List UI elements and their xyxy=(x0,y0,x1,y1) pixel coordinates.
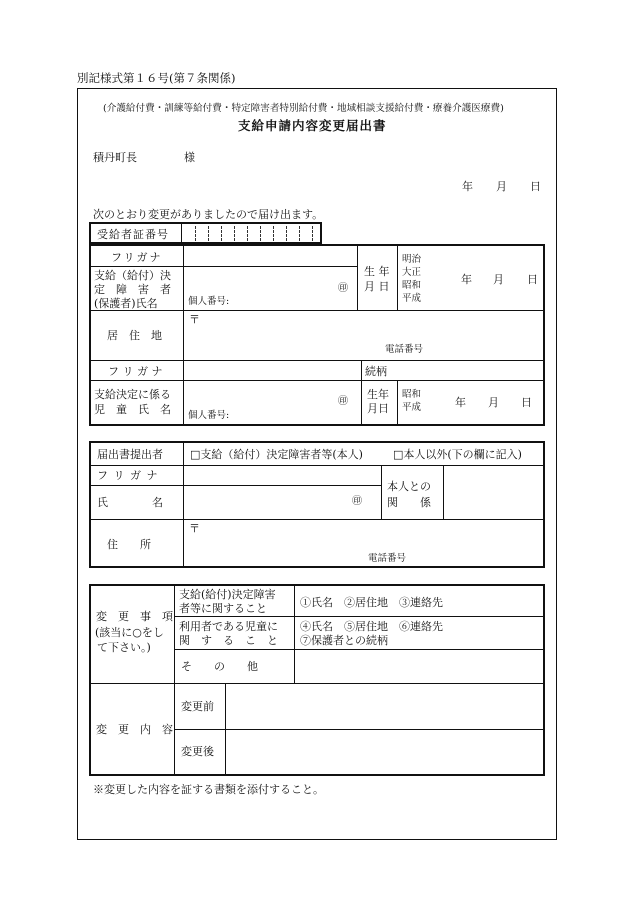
recipient-digit-separator xyxy=(273,226,274,241)
child-era-showa[interactable]: 昭和 xyxy=(402,389,422,400)
child-seal-mark: ㊞ xyxy=(338,396,348,407)
child-era-heisei[interactable]: 平成 xyxy=(402,402,422,413)
category-3-input[interactable] xyxy=(295,650,544,683)
child-furigana-label: フ リ ガ ナ xyxy=(108,365,163,378)
submitter-furigana-input[interactable] xyxy=(184,466,381,485)
relation-to-self-label-1: 本人との xyxy=(387,480,431,493)
before-input[interactable] xyxy=(226,684,544,729)
submitter-phone-label: 電話番号 xyxy=(368,553,407,564)
change-items-note-2: て下さい。) xyxy=(97,641,151,654)
address-input[interactable] xyxy=(200,311,540,341)
submitter-name-label: 氏 名 xyxy=(97,496,163,509)
child-birth-month: 月 xyxy=(488,396,499,409)
recipient-number-label: 受給者証番号 xyxy=(97,228,169,241)
form-subtitle: (介護給付費・訓練等給付費・特定障害者特別給付費・地域相談支援給付費・療養介護医療費) xyxy=(103,103,504,114)
submitter-label: 届出書提出者 xyxy=(97,448,163,461)
option-other-checkbox[interactable]: □本人以外(下の欄に記入) xyxy=(393,448,522,461)
postal-mark: 〒 xyxy=(189,313,200,326)
child-birth-year: 年 xyxy=(455,396,466,409)
child-personal-number-label: 個人番号: xyxy=(188,410,230,421)
name-label-3: (保護者)氏名 xyxy=(94,297,158,310)
name-label-1: 支給（給付）決 xyxy=(94,269,171,282)
recipient-digit-separator xyxy=(208,226,209,241)
category-2-options-1[interactable]: ④氏名 ⑤居住地 ⑥連絡先 xyxy=(300,620,443,633)
recipient-digit-separator xyxy=(195,226,196,241)
category-3-label: そ の 他 xyxy=(181,660,258,673)
submitter-postal-mark: 〒 xyxy=(189,522,200,535)
personal-number-label: 個人番号: xyxy=(188,296,230,307)
era-showa[interactable]: 昭和 xyxy=(402,280,422,291)
category-1-label-1: 支給(給付)決定障害 xyxy=(179,588,276,601)
phone-label: 電話番号 xyxy=(385,344,424,355)
submitter-address-input[interactable] xyxy=(200,520,540,550)
child-birth-day: 日 xyxy=(521,396,532,409)
after-input[interactable] xyxy=(226,730,544,775)
after-label: 変更後 xyxy=(181,745,214,758)
furigana-label: フリガナ xyxy=(111,251,163,264)
seal-mark: ㊞ xyxy=(338,283,348,294)
category-2-label-1: 利用者である児童に xyxy=(179,620,278,633)
submitter-address-label: 住 所 xyxy=(107,538,151,551)
birth-month: 月 xyxy=(493,273,504,286)
relation-to-self-label-2: 関 係 xyxy=(387,496,431,509)
child-furigana-input[interactable] xyxy=(184,361,361,380)
footnote: ※変更した内容を証する書類を添付すること。 xyxy=(93,783,324,796)
child-label-1: 支給決定に係る xyxy=(94,388,171,401)
category-2-options-2[interactable]: ⑦保護者との続柄 xyxy=(300,634,388,647)
era-taisho[interactable]: 大正 xyxy=(402,267,422,278)
era-meiji[interactable]: 明治 xyxy=(402,254,422,265)
birth-label-2: 月 日 xyxy=(364,280,390,293)
child-birth-label-2: 月日 xyxy=(367,402,389,415)
relation-label: 続柄 xyxy=(365,365,387,378)
addressee: 積丹町長 xyxy=(93,151,137,164)
form-title: 支給申請内容変更届出書 xyxy=(238,118,387,133)
birth-day: 日 xyxy=(527,273,538,286)
category-2-label-2: 関 す る こ と xyxy=(179,634,278,647)
recipient-digit-separator xyxy=(299,226,300,241)
child-birth-label-1: 生年 xyxy=(367,388,389,401)
intro-text: 次のとおり変更がありましたので届け出ます。 xyxy=(93,208,324,221)
name-label-2: 定 障 害 者 xyxy=(94,283,171,296)
recipient-digit-separator xyxy=(260,226,261,241)
category-1-label-2: 者等に関すること xyxy=(179,602,267,615)
era-heisei[interactable]: 平成 xyxy=(402,293,422,304)
recipient-digit-separator xyxy=(312,226,313,241)
submitter-seal-mark: ㊞ xyxy=(352,496,362,507)
before-label: 変更前 xyxy=(181,700,214,713)
date-year: 年 xyxy=(462,180,473,193)
honorific: 様 xyxy=(184,151,195,164)
change-items-note-1: (該当に○をし xyxy=(95,626,164,639)
birth-year: 年 xyxy=(461,273,472,286)
child-label-2: 児 童 氏 名 xyxy=(94,403,171,416)
recipient-digit-separator xyxy=(221,226,222,241)
recipient-digit-separator xyxy=(234,226,235,241)
furigana-input[interactable] xyxy=(184,245,357,266)
change-items-label: 変 更 事 項 xyxy=(96,610,173,623)
category-1-options[interactable]: ①氏名 ②居住地 ③連絡先 xyxy=(300,596,443,609)
date-day: 日 xyxy=(530,180,541,193)
form-code: 別記様式第１６号(第７条関係) xyxy=(77,71,236,85)
address-label: 居 住 地 xyxy=(107,329,162,342)
relation-input[interactable] xyxy=(398,361,544,380)
date-month: 月 xyxy=(496,180,507,193)
change-content-label: 変 更 内 容 xyxy=(96,723,173,736)
option-self-checkbox[interactable]: □支給（給付）決定障害者等(本人) xyxy=(190,448,363,461)
recipient-digit-separator xyxy=(286,226,287,241)
submitter-furigana-label: フ リ ガ ナ xyxy=(97,469,159,482)
relation-to-self-input[interactable] xyxy=(444,466,544,519)
birth-label-1: 生 年 xyxy=(364,265,390,278)
recipient-digit-separator xyxy=(247,226,248,241)
